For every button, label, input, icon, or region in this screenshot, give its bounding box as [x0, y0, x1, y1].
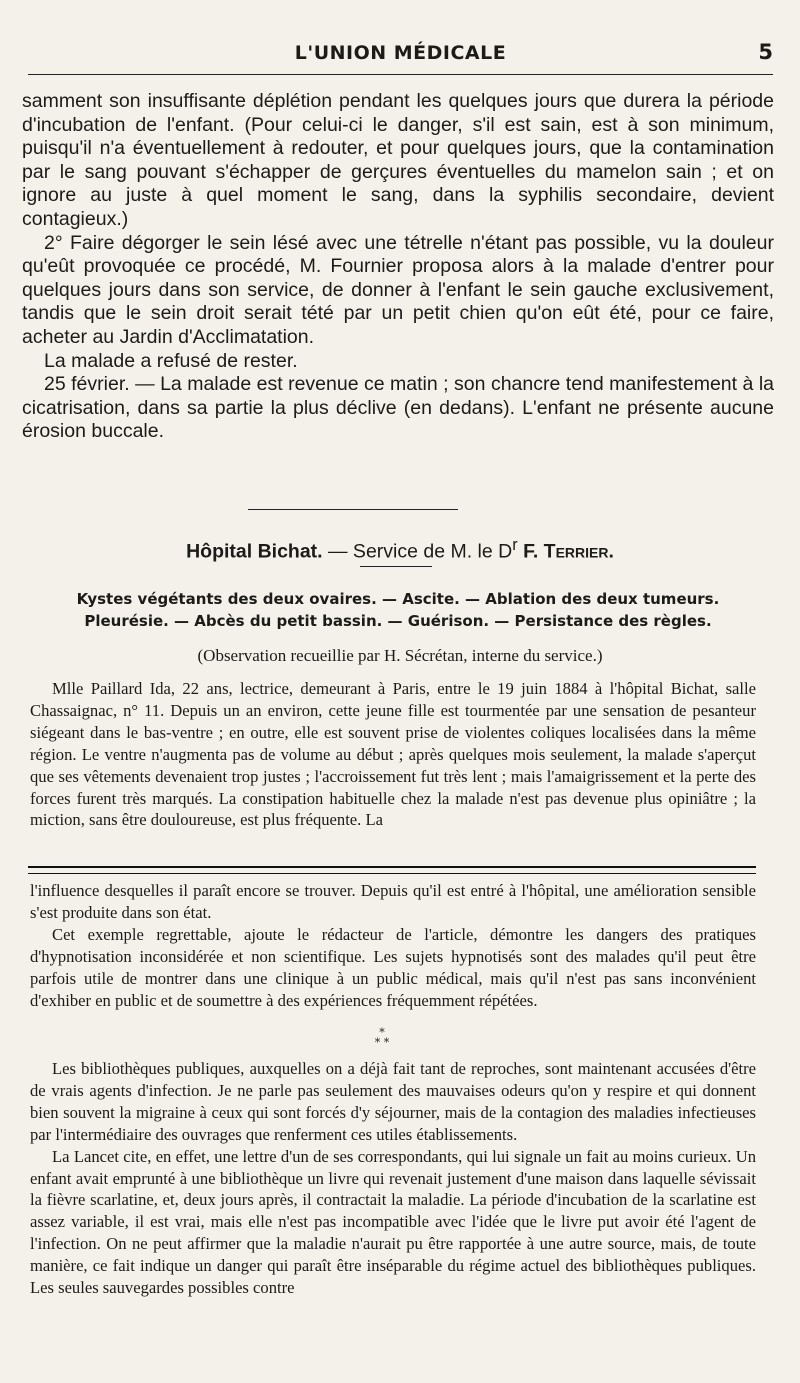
asterism-ornament: * * *: [374, 1026, 390, 1049]
observation-credit: (Observation recueillie par H. Sécrétan, interne du service.): [197, 646, 603, 665]
paragraph: Les bibliothèques publiques, auxquelles on a déjà fait tant de reproches, sont maintenant accusées d'être de vrais agents d'infection. Je ne parle pas seulement des mauvaises odeurs qu'on y respire et qui donnent bien souvent la migraine à ceux qui sont forcés d'y séjourner, mais de la contagion des maladies infectieuses par l'intermédiaire des ouvrages que renferment ces utiles établissements.: [30, 1059, 756, 1144]
service-sup: r: [512, 536, 518, 554]
paragraph: samment son insuffisante déplétion pendant les quelques jours que durera la période d'incubation de l'enfant. (Pour celui-ci le danger, s'il est sain, est à son minimum, puisqu'il n'a éventuellement à redouter, et pour quelques jours, que la contamination par le sang pouvant s'échapper de gerçures éventuelles du mamelon sain ; et on ignore au juste à quel moment le sang, dans la syphilis secondaire, devient contagieux.): [22, 90, 774, 230]
hospital-name: Hôpital Bichat.: [186, 540, 323, 563]
hospital-heading: [0, 536, 800, 564]
page-number: 5: [758, 40, 773, 64]
case-title-line: Pleurésie. — Abcès du petit bassin. — Guérison. — Persistance des règles.: [84, 612, 712, 630]
lower-text-block: [30, 880, 756, 1011]
case-title-line: Kystes végétants des deux ovaires. — Ascite. — Ablation des deux tumeurs.: [76, 590, 720, 608]
section-divider: [248, 509, 458, 510]
case-text-block: [30, 678, 756, 831]
top-text-block: [22, 90, 774, 444]
heading-underline: [360, 566, 432, 567]
service-prefix: — Service de M. le D: [328, 540, 513, 563]
header-rule: [28, 74, 773, 75]
double-rule-thick: [28, 866, 756, 868]
paragraph: Mlle Paillard Ida, 22 ans, lectrice, demeurant à Paris, entre le 19 juin 1884 à l'hôpital Bichat, salle Chassaignac, n° 11. Depuis un an environ, cette jeune fille est tourmentée par une sensation de pesanteur siégeant dans le bas-ventre ; en outre, elle est souvent prise de violentes coliques localisées dans la même région. Le ventre n'augmenta pas de volume au début ; après quelques mois seulement, la malade s'aperçut que ses vêtements devenaient trop justes ; l'accroissement fut très lent ; mais l'amaigrissement et la perte des forces furent très marqués. La constipation habituelle chez la malade n'est pas devenue plus opiniâtre ; la miction, sans être douloureuse, est plus fréquente. La: [30, 679, 756, 830]
paragraph: 25 février. — La malade est revenue ce matin ; son chancre tend manifestement à la cicatrisation, dans sa partie la plus déclive (en dedans). L'enfant ne présente aucune érosion buccale.: [22, 373, 774, 443]
service-name: F. Terrier.: [517, 540, 614, 563]
paragraph: l'influence desquelles il paraît encore se trouver. Depuis qu'il est entré à l'hôpital, une amélioration sensible s'est produite dans son état.: [30, 881, 756, 922]
paragraph: 2° Faire dégorger le sein lésé avec une tétrelle n'étant pas possible, vu la douleur qu'eût provoquée ce procédé, M. Fournier proposa alors à la malade d'entrer pour quelques jours dans son service, de donner à l'enfant le sein gauche exclusivement, tandis que le sein droit serait tété par un petit chien qu'on eût été, pour ce faire, acheter au Jardin d'Acclimatation.: [22, 231, 774, 348]
journal-title: L'UNION MÉDICALE: [294, 42, 507, 64]
bottom-text-block: [30, 1058, 756, 1299]
paragraph: La malade a refusé de rester.: [44, 349, 298, 372]
case-title: [22, 588, 774, 632]
page-header: [28, 38, 773, 78]
paragraph: La Lancet cite, en effet, une lettre d'un de ses correspondants, qui lui signale un fait au moins curieux. Un enfant avait emprunté à une bibliothèque un livre qui revenait justement d'une maison dans laquelle sévissait la fièvre scarlatine, et, deux jours après, il contractait la maladie. La période d'incubation de la scarlatine est assez variable, il est vrai, mais elle n'est pas incompatible avec l'idée que le livre put avoir été l'agent de l'infection. On ne peut affirmer que la maladie n'aurait pu être rapportée à une autre source, mais, de toute manière, ce fait indique un danger qui paraît être inséparable du régime actuel des bibliothèques publiques. Les seules sauvegardes possibles contre: [30, 1146, 756, 1298]
paragraph: Cet exemple regrettable, ajoute le rédacteur de l'article, démontre les dangers des pratiques d'hypnotisation inconsidérée et non scientifique. Les sujets hypnotisés sont des malades qu'il peut être parfois utile de montrer dans une clinique à un public médical, mais qu'il n'est pas sans inconvénient d'exhiber en public et de soumettre à des expériences fréquemment répétées.: [30, 924, 756, 1010]
double-rule-thin: [28, 873, 756, 874]
